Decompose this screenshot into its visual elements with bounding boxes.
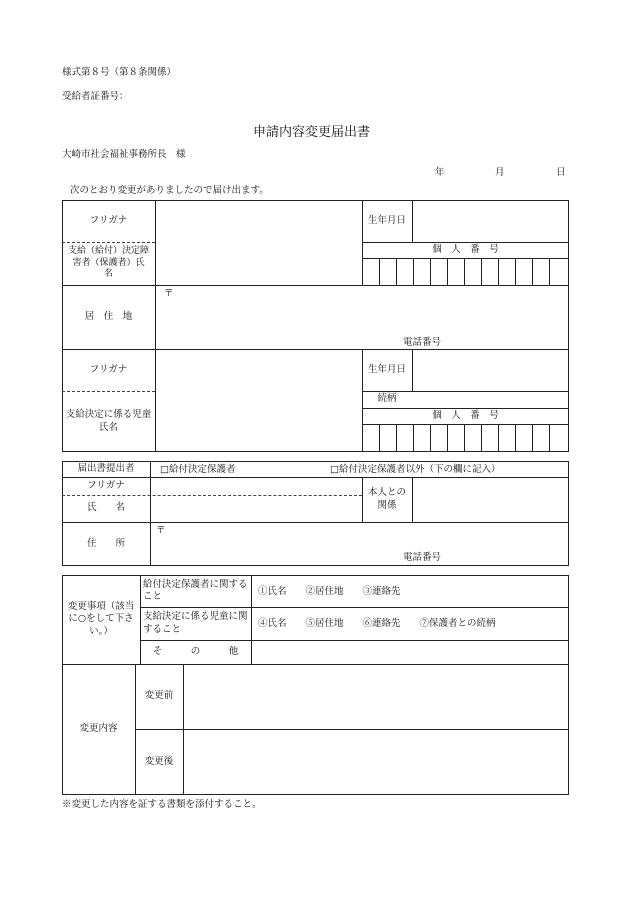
date-day: 日 [556, 167, 566, 178]
submitter-furigana-label: フリガナ [87, 479, 125, 491]
option-other-checkbox[interactable]: □給付決定保護者以外（下の欄に記入） [330, 464, 501, 475]
page-title: 申請内容変更届出書 [253, 125, 371, 140]
submitter-address-label: 住 所 [86, 537, 125, 549]
submitter-furigana-field[interactable] [150, 477, 362, 495]
change-row-child-label: 支給決定に係る児童に関すること [143, 611, 248, 635]
residence-field[interactable] [155, 285, 569, 349]
relationship-label: 続柄 [377, 393, 397, 405]
dob-label: 生年月日 [367, 214, 406, 226]
form-number: 様式第８号（第８条関係） [62, 67, 177, 78]
relation-label: 本人との関係 [367, 487, 406, 511]
individual-number-field[interactable] [362, 258, 569, 285]
dob-field[interactable] [412, 200, 569, 242]
date-month: 月 [495, 167, 505, 178]
change-row-child-options[interactable]: ④氏名 ⑤居住地 ⑥連絡先 ⑦保護者との続柄 [258, 618, 496, 629]
before-field[interactable] [183, 664, 569, 729]
residence-label: 居 住 地 [84, 310, 133, 322]
after-label: 変更後 [144, 755, 174, 767]
child-dob-field[interactable] [412, 349, 569, 391]
recipient-number-label: 受給者証番号： [62, 91, 129, 102]
furigana-label: フリガナ [89, 214, 128, 226]
child-individual-number-label: 個 人 番 号 [432, 409, 499, 421]
child-dob-label: 生年月日 [367, 363, 406, 375]
date-year: 年 [435, 167, 445, 178]
child-name-field[interactable] [155, 391, 362, 452]
child-furigana-field[interactable] [155, 349, 362, 391]
furigana-field[interactable] [155, 200, 362, 242]
footer-note: ※変更した内容を証する書類を添付すること。 [62, 799, 262, 810]
individual-number-label: 個 人 番 号 [432, 243, 499, 255]
relation-field[interactable] [412, 477, 569, 522]
before-label: 変更前 [144, 690, 174, 702]
change-row-guardian-label: 給付決定保護者に関すること [143, 578, 248, 602]
submitter-address-field[interactable] [150, 522, 569, 566]
after-field[interactable] [183, 729, 569, 795]
submitter-name-field[interactable] [150, 495, 362, 522]
phone-label: 電話番号 [403, 337, 442, 348]
change-row-other-label: そ の 他 [152, 645, 239, 657]
relationship-field[interactable] [412, 391, 569, 408]
submitter-label: 届出書提出者 [77, 462, 135, 474]
holder-name-field[interactable] [155, 242, 362, 285]
change-row-other-field[interactable] [251, 640, 569, 664]
child-individual-number-field[interactable] [362, 424, 569, 452]
postal-mark: 〒 [164, 288, 174, 299]
child-name-label: 支給決定に係る児童氏名 [65, 409, 152, 433]
divider [362, 477, 363, 522]
option-guardian-checkbox[interactable]: □給付決定保護者 [160, 464, 236, 475]
child-furigana-label: フリガナ [89, 363, 128, 375]
holder-name-label: 支給（給付）決定障害者（保護者）氏 名 [67, 245, 163, 280]
phone-label: 電話番号 [403, 552, 442, 563]
postal-mark: 〒 [156, 525, 166, 536]
change-items-label: 変更事項（該当に○をして下さい。） [67, 600, 135, 637]
change-content-label: 変更内容 [79, 723, 118, 735]
submitter-name-label: 氏 名 [86, 502, 125, 514]
change-row-guardian-options[interactable]: ①氏名 ②居住地 ③連絡先 [258, 586, 401, 597]
addressee: 大崎市社会福祉事務所長 様 [62, 149, 186, 160]
intro-text: 次のとおり変更がありましたので届け出ます。 [70, 185, 269, 196]
